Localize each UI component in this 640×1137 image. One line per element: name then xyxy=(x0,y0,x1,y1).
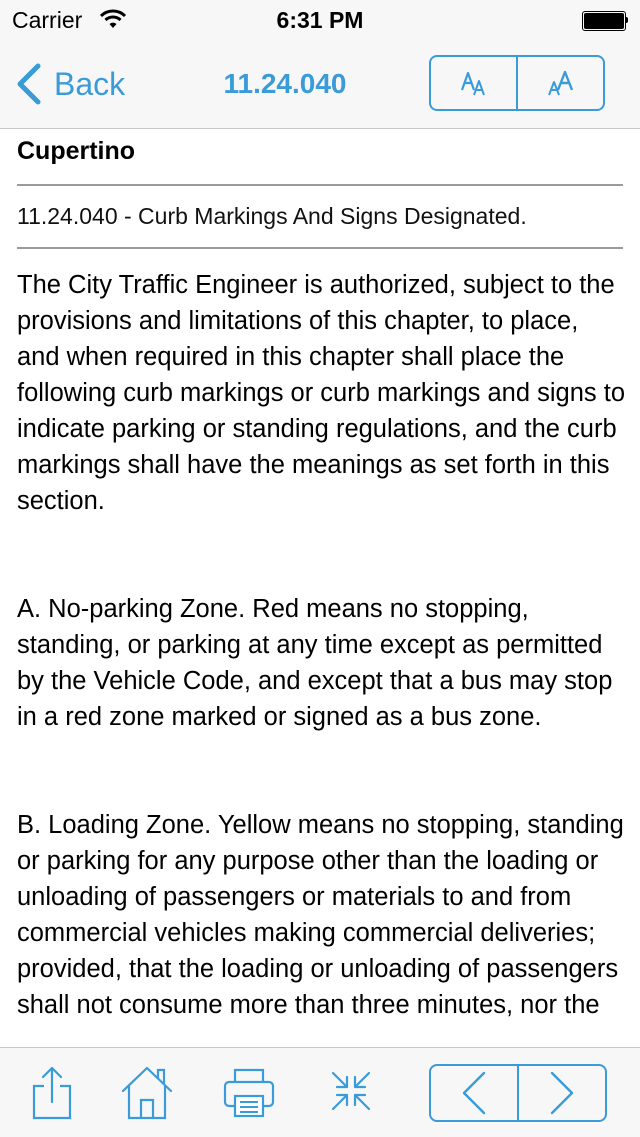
back-label: Back xyxy=(54,65,126,102)
section-navigation-control xyxy=(429,1064,607,1122)
page-title: 11.24.040 xyxy=(223,68,347,99)
document-content[interactable] xyxy=(0,129,640,1047)
previous-icon xyxy=(459,1070,489,1116)
font-size-control xyxy=(429,55,605,111)
home-icon xyxy=(120,1064,174,1120)
next-section-button[interactable] xyxy=(517,1066,605,1120)
divider xyxy=(17,184,623,186)
navigation-bar xyxy=(0,40,640,129)
municipality-heading: Cupertino xyxy=(17,137,136,165)
carrier-label: Carrier xyxy=(12,7,83,33)
print-button[interactable] xyxy=(222,1064,276,1120)
divider xyxy=(17,247,623,249)
section-heading: 11.24.040 - Curb Markings And Signs Designated. xyxy=(17,203,527,229)
next-icon xyxy=(547,1070,577,1116)
bottom-toolbar xyxy=(0,1047,640,1137)
status-bar xyxy=(0,0,640,40)
home-button[interactable] xyxy=(120,1064,174,1120)
chevron-left-icon xyxy=(14,62,42,106)
paragraph: A. No-parking Zone. Red means no stopping, standing, or parking at any time except as permitted by the Vehicle Code, and except that a bus may stop in a red zone marked or signed as a bus zone. xyxy=(17,595,613,731)
print-icon xyxy=(222,1064,276,1120)
battery-icon xyxy=(582,11,628,29)
collapse-icon xyxy=(330,1070,372,1112)
font-decrease-icon xyxy=(459,68,489,98)
font-increase-icon xyxy=(546,68,576,98)
paragraph: The City Traffic Engineer is authorized, subject to the provisions and limitations of this chapter, to place, and when required in this chapter shall place the following curb markings or curb markings and signs to indicate parking or standing regulations, and the curb markings shall have the meanings as set forth in this section. xyxy=(17,271,626,515)
paragraph: B. Loading Zone. Yellow means no stopping, standing or parking for any purpose other than the loading or unloading of passengers or materials to and from commercial vehicles making commercial deliveries; provided, that the loading or unloading of passengers shall not consume more than three minutes, nor the xyxy=(17,811,624,1019)
collapse-button[interactable] xyxy=(330,1070,372,1112)
increase-font-button[interactable] xyxy=(516,57,603,109)
previous-section-button[interactable] xyxy=(431,1066,517,1120)
share-button[interactable] xyxy=(30,1064,74,1120)
back-button[interactable] xyxy=(14,62,125,106)
share-icon xyxy=(30,1064,74,1120)
decrease-font-button[interactable] xyxy=(431,57,516,109)
clock: 6:31 PM xyxy=(276,7,364,33)
